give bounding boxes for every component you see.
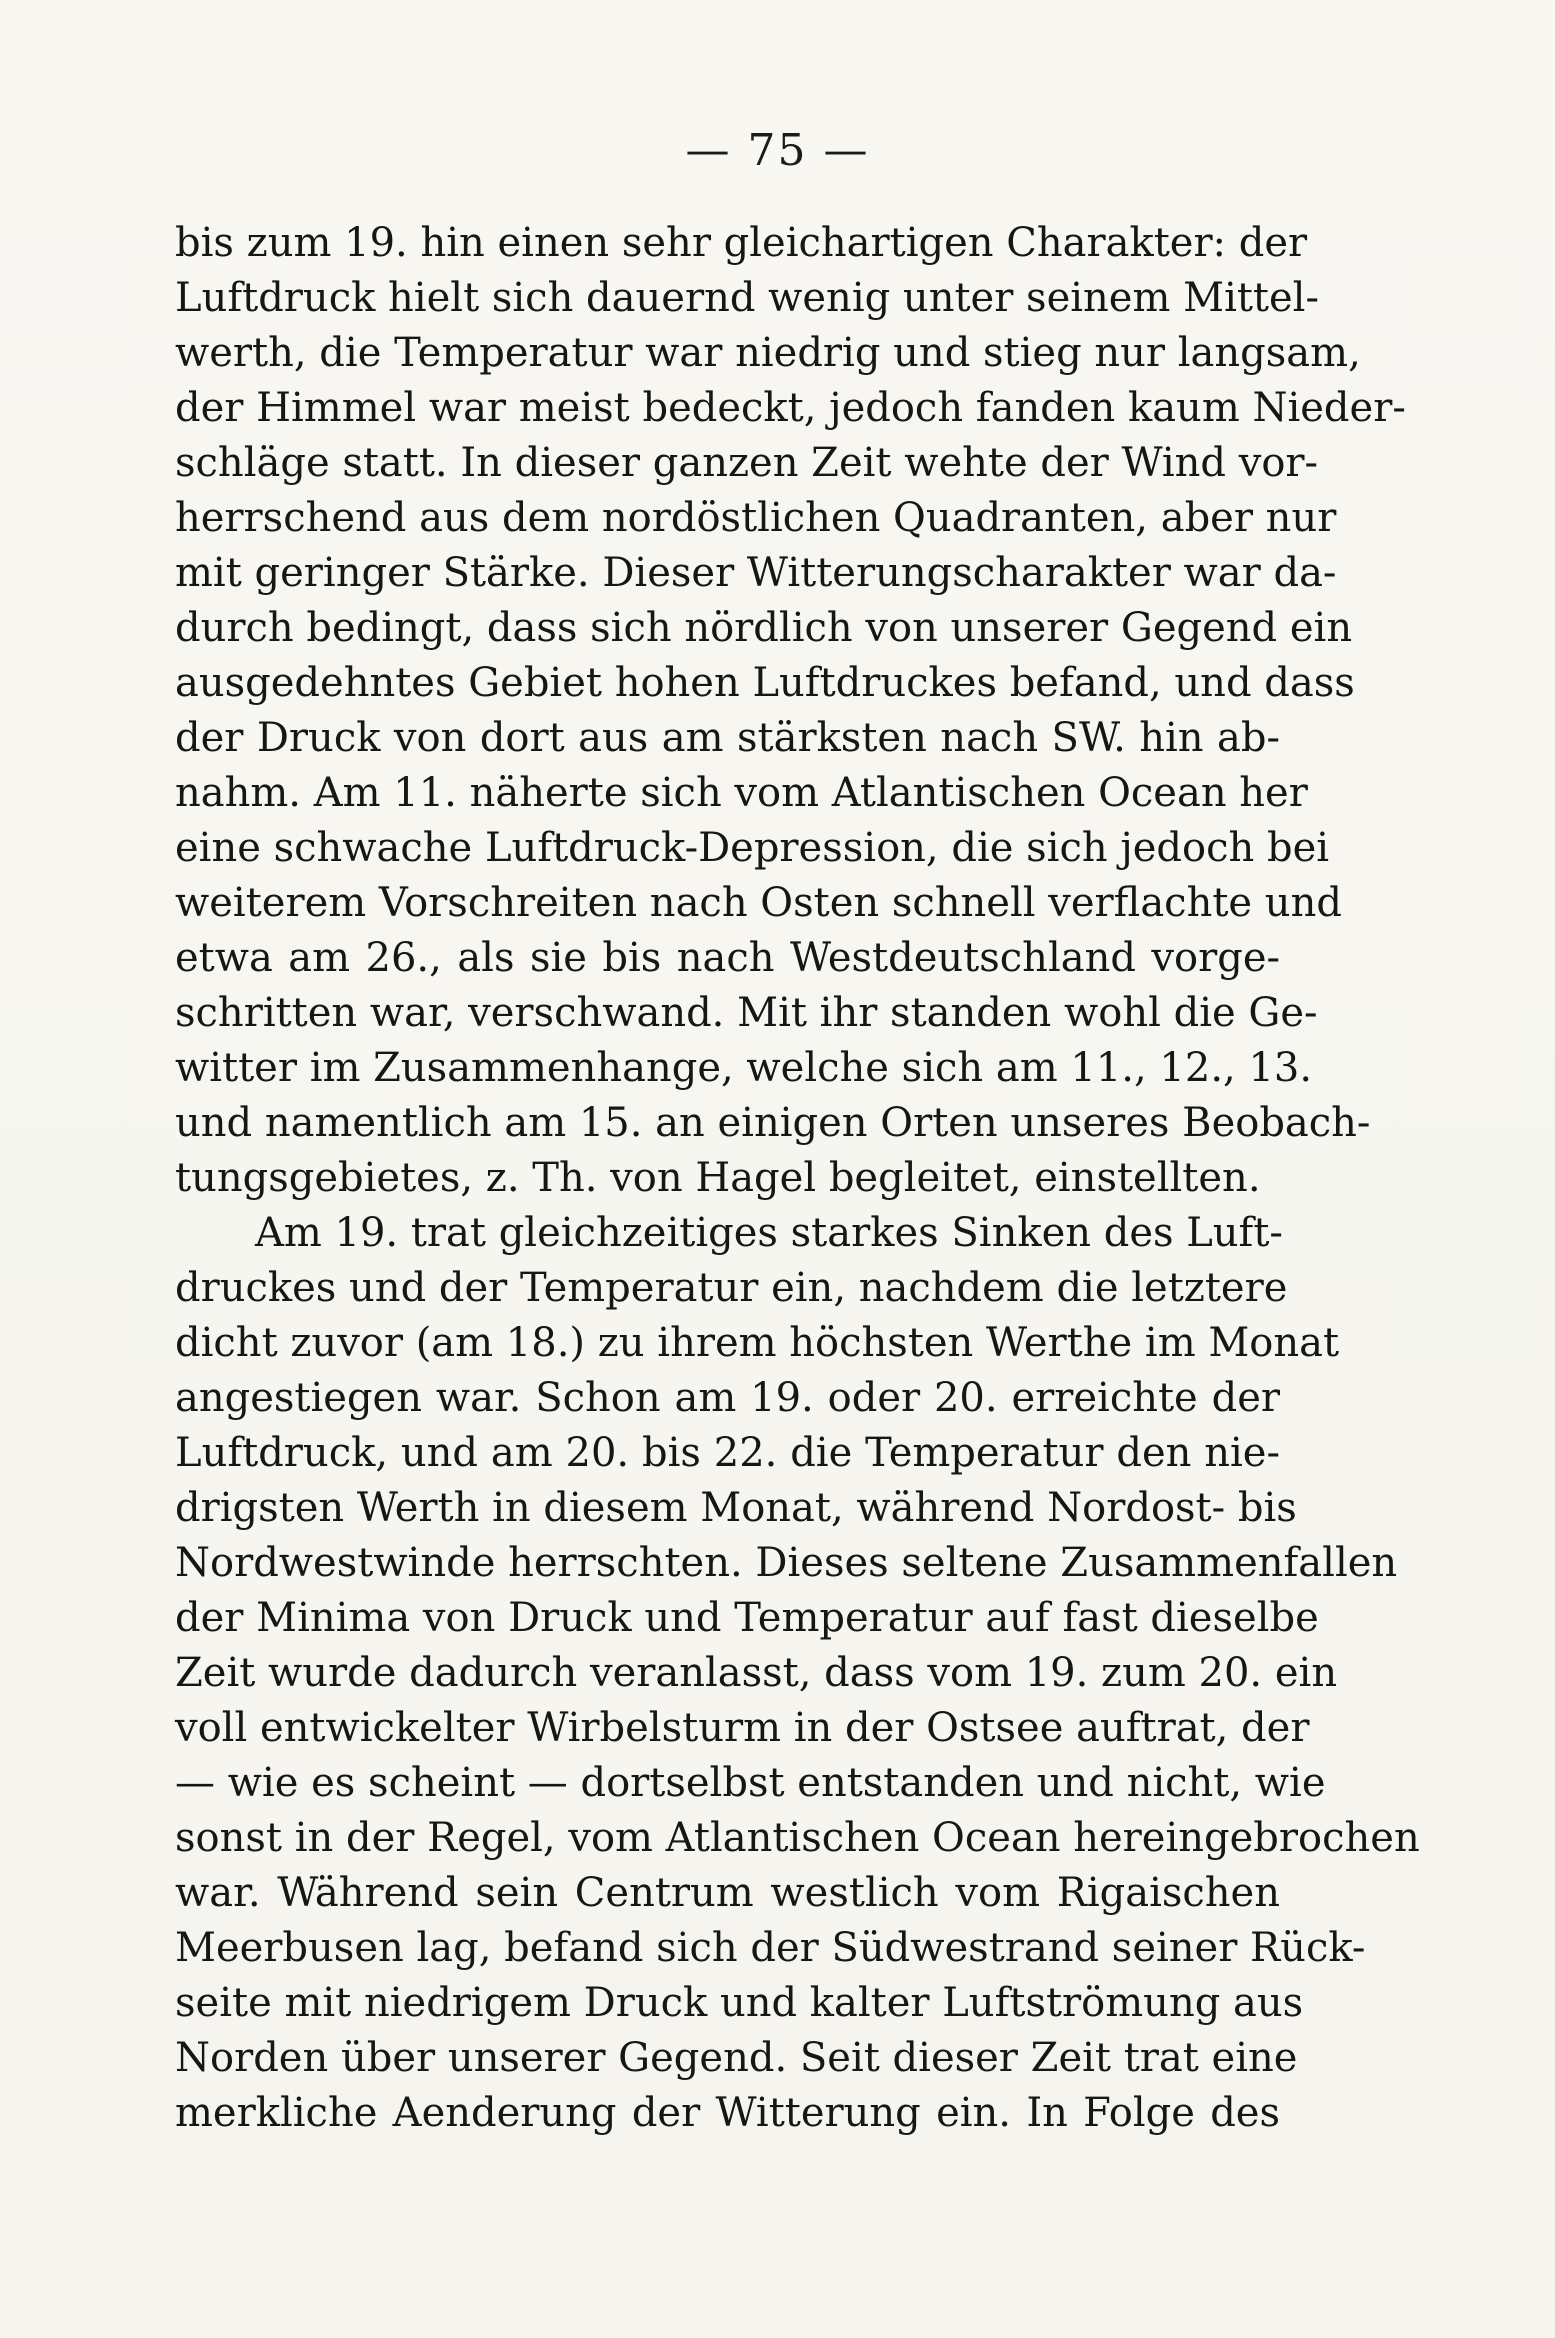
text-line: der Minima von Druck und Temperatur auf fast dieselbe	[175, 1595, 1319, 1641]
text-line: nahm. Am 11. näherte sich vom Atlantischen Ocean her	[175, 770, 1308, 816]
text-line: werth, die Temperatur war niedrig und stieg nur langsam,	[175, 330, 1361, 376]
text-line: Nordwestwinde herrschten. Dieses seltene Zusammenfallen	[175, 1540, 1398, 1586]
text-line: Norden über unserer Gegend. Seit dieser Zeit trat eine	[175, 2035, 1298, 2081]
text-line: eine schwache Luftdruck-Depression, die sich jedoch bei	[175, 825, 1330, 871]
page-number: — 75 —	[685, 125, 870, 176]
body-text	[175, 216, 1420, 2141]
text-line: etwa am 26., als sie bis nach Westdeutschland vorge-	[175, 935, 1280, 981]
text-line: witter im Zusammenhange, welche sich am 11., 12., 13.	[175, 1045, 1313, 1091]
text-line: herrschend aus dem nordöstlichen Quadranten, aber nur	[175, 495, 1337, 541]
text-line: weiterem Vorschreiten nach Osten schnell verflachte und	[175, 880, 1342, 926]
text-line: schritten war, verschwand. Mit ihr standen wohl die Ge-	[175, 990, 1318, 1036]
text-line: druckes und der Temperatur ein, nachdem die letztere	[175, 1265, 1288, 1311]
paragraph	[175, 1206, 1420, 2141]
text-line: durch bedingt, dass sich nördlich von unserer Gegend ein	[175, 605, 1353, 651]
text-line: bis zum 19. hin einen sehr gleichartigen Charakter: der	[175, 220, 1308, 266]
text-line: mit geringer Stärke. Dieser Witterungscharakter war da-	[175, 550, 1337, 596]
text-line: seite mit niedrigem Druck und kalter Luftströmung aus	[175, 1980, 1304, 2026]
text-line: Luftdruck hielt sich dauernd wenig unter seinem Mittel-	[175, 275, 1319, 321]
text-line: merkliche Aenderung der Witterung ein. In Folge des	[175, 2090, 1280, 2136]
text-line: — wie es scheint — dortselbst entstanden und nicht, wie	[175, 1760, 1326, 1806]
text-line: drigsten Werth in diesem Monat, während Nordost- bis	[175, 1485, 1297, 1531]
text-line: der Druck von dort aus am stärksten nach SW. hin ab-	[175, 715, 1280, 761]
text-line: tungsgebietes, z. Th. von Hagel begleitet, einstellten.	[175, 1155, 1261, 1201]
text-line: Meerbusen lag, befand sich der Südwestrand seiner Rück-	[175, 1925, 1366, 1971]
text-line: Am 19. trat gleichzeitiges starkes Sinken des Luft-	[255, 1210, 1283, 1256]
text-line: sonst in der Regel, vom Atlantischen Ocean hereingebrochen	[175, 1815, 1420, 1861]
text-line: dicht zuvor (am 18.) zu ihrem höchsten Werthe im Monat	[175, 1320, 1340, 1366]
text-line: ausgedehntes Gebiet hohen Luftdruckes befand, und dass	[175, 660, 1355, 706]
text-line: voll entwickelter Wirbelsturm in der Ostsee auftrat, der	[175, 1705, 1310, 1751]
text-line: angestiegen war. Schon am 19. oder 20. erreichte der	[175, 1375, 1280, 1421]
text-line: der Himmel war meist bedeckt, jedoch fanden kaum Nieder-	[175, 385, 1406, 431]
text-line: schläge statt. In dieser ganzen Zeit wehte der Wind vor-	[175, 440, 1319, 486]
paragraph	[175, 216, 1406, 1206]
text-line: Luftdruck, und am 20. bis 22. die Temperatur den nie-	[175, 1430, 1280, 1476]
text-line: Zeit wurde dadurch veranlasst, dass vom 19. zum 20. ein	[175, 1650, 1338, 1696]
text-line: und namentlich am 15. an einigen Orten unseres Beobach-	[175, 1100, 1371, 1146]
text-line: war. Während sein Centrum westlich vom Rigaischen	[175, 1870, 1280, 1916]
